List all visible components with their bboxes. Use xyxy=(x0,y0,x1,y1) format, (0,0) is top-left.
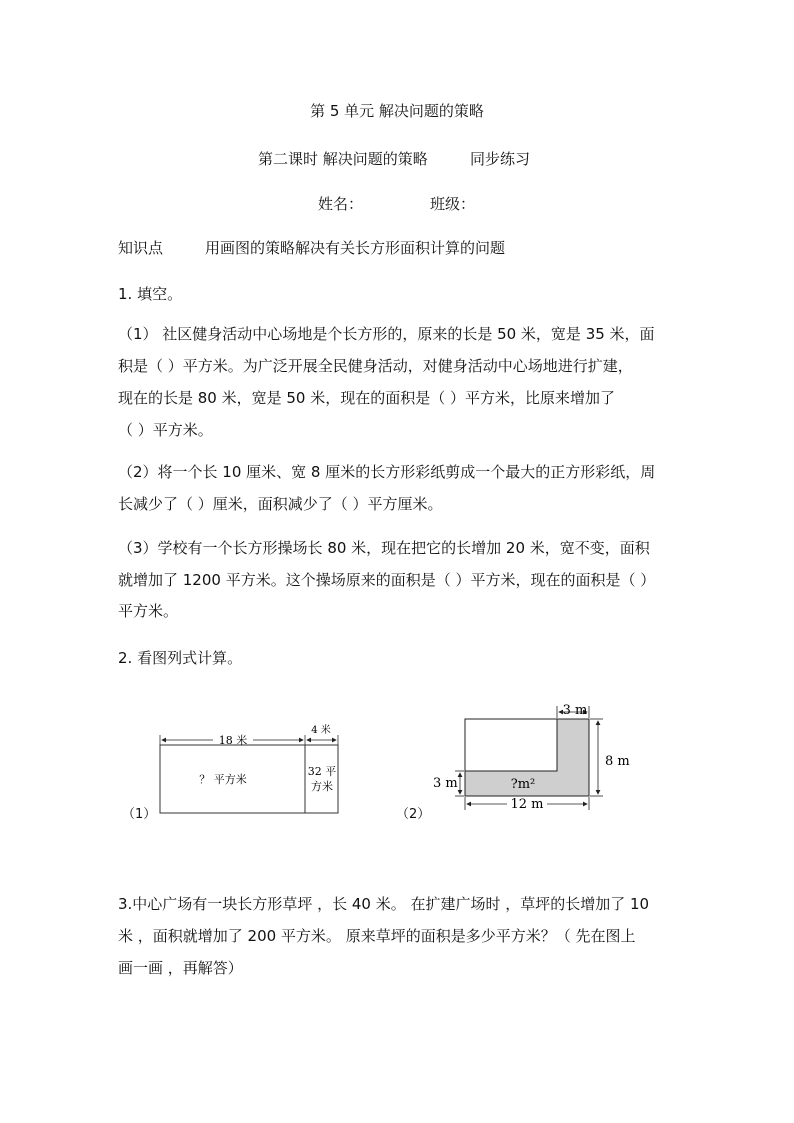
fig1-rect xyxy=(160,745,338,813)
fig1-number: （1） xyxy=(122,807,157,822)
figure-1-diagram xyxy=(150,715,350,820)
q1-p2-line: （2）将一个长 10 厘米、宽 8 厘米的长方形彩纸剪成一个最大的正方形彩纸，周 xyxy=(118,463,656,481)
q1-p3-line: （3）学校有一个长方形操场长 80 米，现在把它的长增加 20 米，宽不变，面积 xyxy=(118,539,650,557)
q3-line: 米 ，面积就增加了 200 平方米。 原来草坪的面积是多少平方米？（ 先在图上 xyxy=(118,927,636,945)
class-label: 班级： xyxy=(430,195,476,213)
q1-p3-line: 就增加了 1200 平方米。这个操场原来的面积是（ ）平方米，现在的面积是（ ） xyxy=(118,571,656,589)
q1-title: 1. 填空。 xyxy=(118,285,183,303)
fig2-top-label: 3 m xyxy=(562,703,588,718)
q1-p1-line: 现在的长是 80 米，宽是 50 米，现在的面积是（ ）平方米，比原来增加了 xyxy=(118,389,616,407)
q3-line: 3.中心广场有一块长方形草坪 ，长 40 米。 在扩建广场时 ，草坪的长增加了 10 xyxy=(118,895,650,913)
name-label: 姓名： xyxy=(318,195,364,213)
q3-line: 画一画 ，再解答） xyxy=(118,959,243,977)
fig1-side-label-1: 32 平 xyxy=(307,765,337,778)
fig2-bottom-label: 12 m xyxy=(510,797,544,812)
knowledge-text: 用画图的策略解决有关长方形面积计算的问题 xyxy=(205,239,506,257)
figure-2-diagram xyxy=(425,698,630,813)
practice-label: 同步练习 xyxy=(470,150,531,168)
q2-title: 2. 看图列式计算。 xyxy=(118,649,243,667)
knowledge-label: 知识点 xyxy=(118,239,164,257)
fig1-area-label: ？ 平方米 xyxy=(199,773,247,786)
worksheet-title: 第 5 单元 解决问题的策略 xyxy=(310,102,484,120)
fig2-right-label: 8 m xyxy=(605,754,630,769)
q1-p1-line: （ ）平方米。 xyxy=(118,421,213,439)
fig2-area-label: ?m² xyxy=(510,777,536,792)
q1-p1-line: 积是（ ）平方米。为广泛开展全民健身活动，对健身活动中心场地进行扩建， xyxy=(118,357,633,375)
fig1-right-top-label: 4 米 xyxy=(311,725,331,736)
q1-p1-line: （1） 社区健身活动中心场地是个长方形的，原来的长是 50 米，宽是 35 米，面 xyxy=(118,325,655,343)
fig2-left-label: 3 m xyxy=(433,776,458,791)
q1-p3-line: 平方米。 xyxy=(118,602,179,620)
fig2-number: （2） xyxy=(396,807,431,822)
fig2-outline xyxy=(465,719,557,771)
fig1-side-label-2: 方米 xyxy=(311,780,333,793)
fig1-top-label: 18 米 xyxy=(218,734,248,747)
q1-p2-line: 长减少了（ ）厘米，面积减少了（ ）平方厘米。 xyxy=(118,495,443,513)
lesson-title: 第二课时 解决问题的策略 xyxy=(258,150,428,168)
